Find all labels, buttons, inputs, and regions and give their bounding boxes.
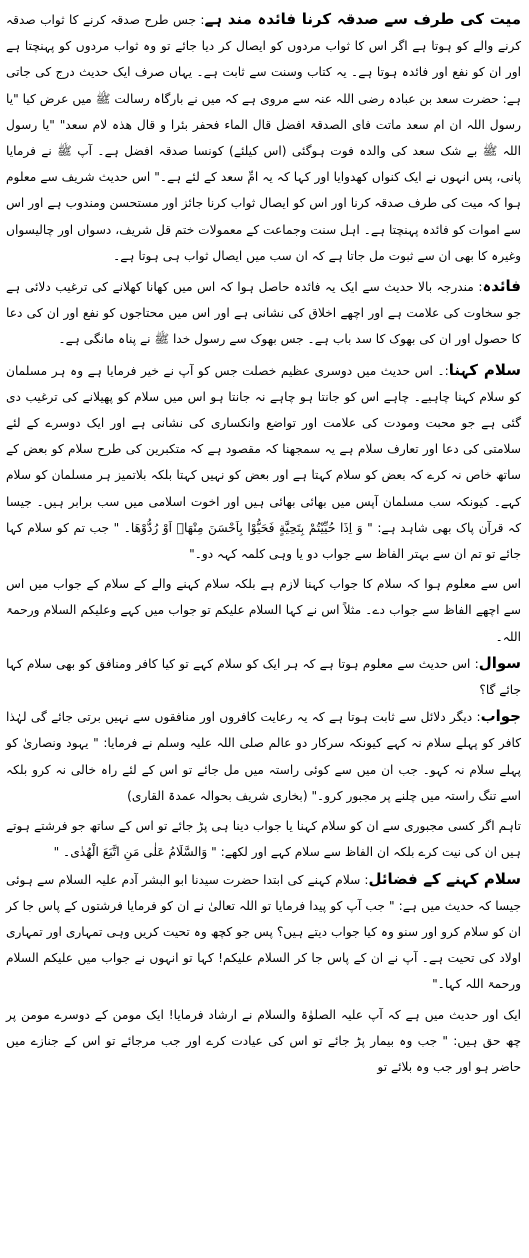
section-heading: سوال <box>478 653 521 672</box>
paragraph-text: ایک اور حدیث میں ہے کہ آپ علیہ الصلوٰۃ والسلام نے ارشاد فرمایا! ایک مومن کے دوسرے مومن پر چھ حق ہیں: " جب وہ بیمار پڑ جائے تو اس کی عیادت کرے اور جب مرجائے تو اس کے جنازے میں حاضر ہو اور جب وہ بلائے تو <box>6 1007 521 1074</box>
paragraph-text: اس سے معلوم ہوا کہ سلام کا جواب کہنا لازم ہے بلکہ سلام کہنے والے کے سلام کے جواب میں اس سے اچھے الفاظ سے جواب دے۔ مثلاً اس نے کہا السلام علیکم تو جواب میں کہے وعلیکم السلام ورحمۃ اللہ۔ <box>6 577 521 644</box>
paragraph-benefit <box>6 273 521 353</box>
section-heading: جواب <box>480 707 521 726</box>
paragraph-question <box>6 650 521 703</box>
paragraph-compulsion <box>6 813 521 865</box>
paragraph-charity-for-deceased <box>6 6 521 269</box>
paragraph-text: : دیگر دلائل سے ثابت ہوتا ہے کہ یہ رعایت کافروں اور منافقوں سے نہیں برتی جائے گی لہٰذا کافر کو پہلے سلام نہ کہے کیونکہ سرکار دو عالم صلی اللہ علیہ وسلم نے فرمایا: " یہود ونصاریٰ کو پہلے سلام نہ کہو۔ جب ان میں سے کوئی راستہ میں مل جائے تو اس کے لئے راہ خالی نہ کرو بلکہ اسے تنگ راستہ میں چلنے پر مجبور کرو۔" (بخاری شریف بحوالہ عمدۃ القاری) <box>6 710 521 803</box>
paragraph-saying-salam <box>6 357 521 568</box>
paragraph-text: : اس حدیث سے معلوم ہوتا ہے کہ ہر ایک کو سلام کہے تو کیا کافر ومنافق کو بھی سلام کہا جائے گا؟ <box>6 656 521 698</box>
paragraph-virtues-of-salam <box>6 866 521 998</box>
paragraph-text: تاہم اگر کسی مجبوری سے ان کو سلام کہنا یا جواب دینا ہی پڑ جائے تو اس کے ساتھ جو فرشتے ہوتے ہیں ان کی نیت کرے بلکہ ان الفاظ سے سلام کہے اور لکھے: " وَالسَّلَامُ عَلٰی مَنِ اتَّبَعَ الْهُدٰى۔ " <box>6 819 521 860</box>
section-heading: سلام کہنے کے فضائل <box>368 869 521 888</box>
paragraph-answer <box>6 703 521 809</box>
section-heading: فائدہ <box>482 277 521 296</box>
paragraph-text: : سلام کہنے کی ابتدا حضرت سیدنا ابو البشر آدم علیہ السلام سے ہوئی جیسا کہ حدیث میں ہے: " جب آپ کو پیدا فرمایا تو اللہ تعالیٰ نے ان کو فرمایا فرشتوں کے پاس جا کر ان کو سلام کرو اور سنو وہ کیا جواب دیتے ہیں؟ پس جو کچھ وہ تحیت کریں وہی تمہاری اور تمہاری اولاد کی تحیت ہے۔ آپ نے ان کے پاس جا کر السلام علیکم! کہا تو انہوں نے جواب میں علیکم السلام ورحمۃ اللہ کہا۔" <box>6 872 521 992</box>
section-heading: میت کی طرف سے صدقہ کرنا فائدہ مند ہے <box>204 10 522 28</box>
section-heading: سلام کہنا <box>448 360 521 379</box>
paragraph-six-rights <box>6 1002 521 1081</box>
paragraph-reply-salam <box>6 571 521 650</box>
paragraph-text: : جس طرح صدقہ کرنے کا ثواب صدقہ کرنے والے کو ہوتا ہے اگر اس کا ثواب مردوں کو ایصال کر دیا جائے تو وہ ثواب مردوں کو پہنچتا ہے اور ان کو نفع اور فائدہ ہوتا ہے۔ یہ کتاب وسنت سے ثابت ہے۔ یہاں صرف ایک حدیث درج کی جاتی ہے: حضرت سعد بن عبادہ رضی اللہ عنہ سے مروی ہے کہ میں نے بارگاہ رسالت ﷺ میں عرض کیا "یا رسول اللہ ان ام سعد ماتت فای الصدقۃ افضل قال الماء فحفر بئرا و قال ھذہ لام سعد" "یا رسول اللہ ﷺ بے شک سعد کی والدہ فوت ہوگئی (اس کیلئے) کونسا صدقہ افضل ہے۔ آپ ﷺ نے فرمایا پانی، پس انہوں نے ایک کنواں کھدوایا اور کہا کہ یہ امِّ سعد کے لئے ہے۔" اس حدیث شریف سے معلوم ہوا کہ میت کی طرف صدقہ کرنا اور اس کو ایصال ثواب کرنا جائز اور مستحسن ومندوب ہے اور اس سے اموات کو فائدہ پہنچتا ہے۔ اہل سنت وجماعت کے معمولات ختم قل شریف، دسواں اور چالیسواں وغیرہ کا بھی ان سے ثبوت مل جاتا ہے کہ ان سب میں ایصال ثواب ہی ہوتا ہے۔ <box>6 13 521 263</box>
paragraph-text: : مندرجہ بالا حدیث سے ایک یہ فائدہ حاصل ہوا کہ اس میں کھانا کھلانے کی ترغیب دلائی ہے جو سخاوت کی علامت ہے اور اچھے اخلاق کی نشانی ہے اور اس میں محتاجوں کو نفع اور ان کی دعا کا حصول اور ان کی بھوک کا سد باب ہے۔ جس بھوک سے رسول خدا ﷺ نے پناہ مانگی ہے۔ <box>6 280 521 347</box>
paragraph-text: :۔ اس حدیث میں دوسری عظیم خصلت جس کو آپ نے خیر فرمایا ہے وہ ہر مسلمان کو سلام کہنا چاہیے۔ چاہے اس کو جانتا ہو چاہے نہ جانتا ہو اس میں سلام کو پھیلانے کی ترغیب دی گئی ہے جو محبت ومودت کی علامت اور تواضع وانکساری کی نشانی ہے اور ایک دوسرے کے لئے سلامتی کی دعا اور تعارف سلام ہے یہ سمجھنا کہ مقصود ہے کہ متکبرین کی طرح سلام کو بعض کے ساتھ خاص نہ کرے کہ بعض کو سلام کہتا ہے اور بعض کو نہیں کہتا بلکہ بلاتمیز ہر مسلمان کو سلام کہے۔ کیونکہ سب مسلمان آپس میں بھائی بھائی ہیں اور اخوت اسلامی میں سب برابر ہیں۔ جیسا کہ قرآن پاک بھی شاہد ہے: " وَ اِذَا حُیِّیْتُمْ بِتَحِیَّةٍ فَحَیُّوْا بِاَحْسَنَ مِنْهَاۤ اَوْ رُدُّوْهَا۔ " جب تم کو سلام کہا جائے تو تم ان سے بہتر الفاظ سے جواب دو یا وہی کلمہ کہہ دو۔" <box>6 363 521 562</box>
